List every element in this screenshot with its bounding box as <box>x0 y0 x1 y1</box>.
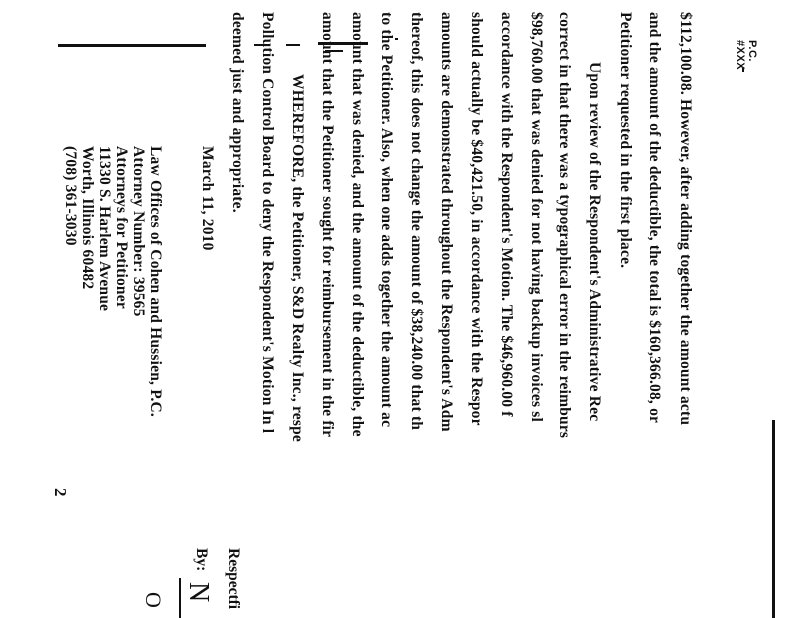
signature-line <box>179 578 181 618</box>
respectfully-label: Respectfi <box>225 548 242 610</box>
signature-mark: N <box>183 582 214 603</box>
address-line: 11330 S. Harlem Avenue <box>96 146 113 312</box>
document-date: March 11, 2010 <box>199 146 216 251</box>
body-line: Upon review of the Respondent's Administrative Rec <box>586 62 603 422</box>
body-line: correct in that there was a typographical error in the reimburs <box>556 12 573 439</box>
body-line: should actually be $40,421.50, in accordance with the Respor <box>468 12 485 426</box>
header-rule <box>286 44 300 46</box>
body-line: $112,100.08. However, after adding together the amount actu <box>677 12 694 426</box>
header-rule <box>58 44 206 47</box>
address-line: (708) 361-3030 <box>62 146 79 246</box>
by-label: By: <box>193 548 210 572</box>
margin-rule <box>772 420 775 618</box>
header-rule <box>395 38 398 40</box>
file-stamp: P.C. #XXX <box>734 40 758 71</box>
body-line: and the amount of the deductible, the total is $160,366.08, or <box>646 12 663 424</box>
body-line: amounts are demonstrated throughout the Respondent's Adm <box>438 12 455 432</box>
body-line: Petitioner requested in the first place. <box>617 12 634 269</box>
body-line: accordance with the Respondent's Motion. The $46,960.00 f <box>498 12 515 417</box>
address-line: Worth, Illinois 60482 <box>79 146 96 290</box>
body-line: amount that was denied, and the amount of the deductible, the <box>349 12 366 437</box>
address-line: Attorney Number: 39565 <box>130 146 147 317</box>
body-line: thereof, this does not change the amount of $38,240.00 that th <box>408 12 425 431</box>
body-line: deemed just and appropriate. <box>229 12 246 213</box>
address-line: Law Offices of Cohen and Hussien, P.C. <box>147 146 164 417</box>
body-line: Pollution Control Board to deny the Respondent's Motion In l <box>259 12 276 434</box>
body-line: to the Petitioner. Also, when one adds together the amount ac <box>378 12 395 428</box>
address-line: Attorneys for Petitioner <box>113 146 130 309</box>
body-line: WHEREFORE, the Petitioner, S&D Realty Inc., respe <box>289 74 306 442</box>
page-number: 2 <box>51 488 70 497</box>
body-line: $98,760.00 that was denied for not having backup invoices sl <box>528 12 545 423</box>
body-line: amount that the Petitioner sought for reimbursement in the fir <box>319 12 336 438</box>
signature-circle: O <box>141 592 166 608</box>
